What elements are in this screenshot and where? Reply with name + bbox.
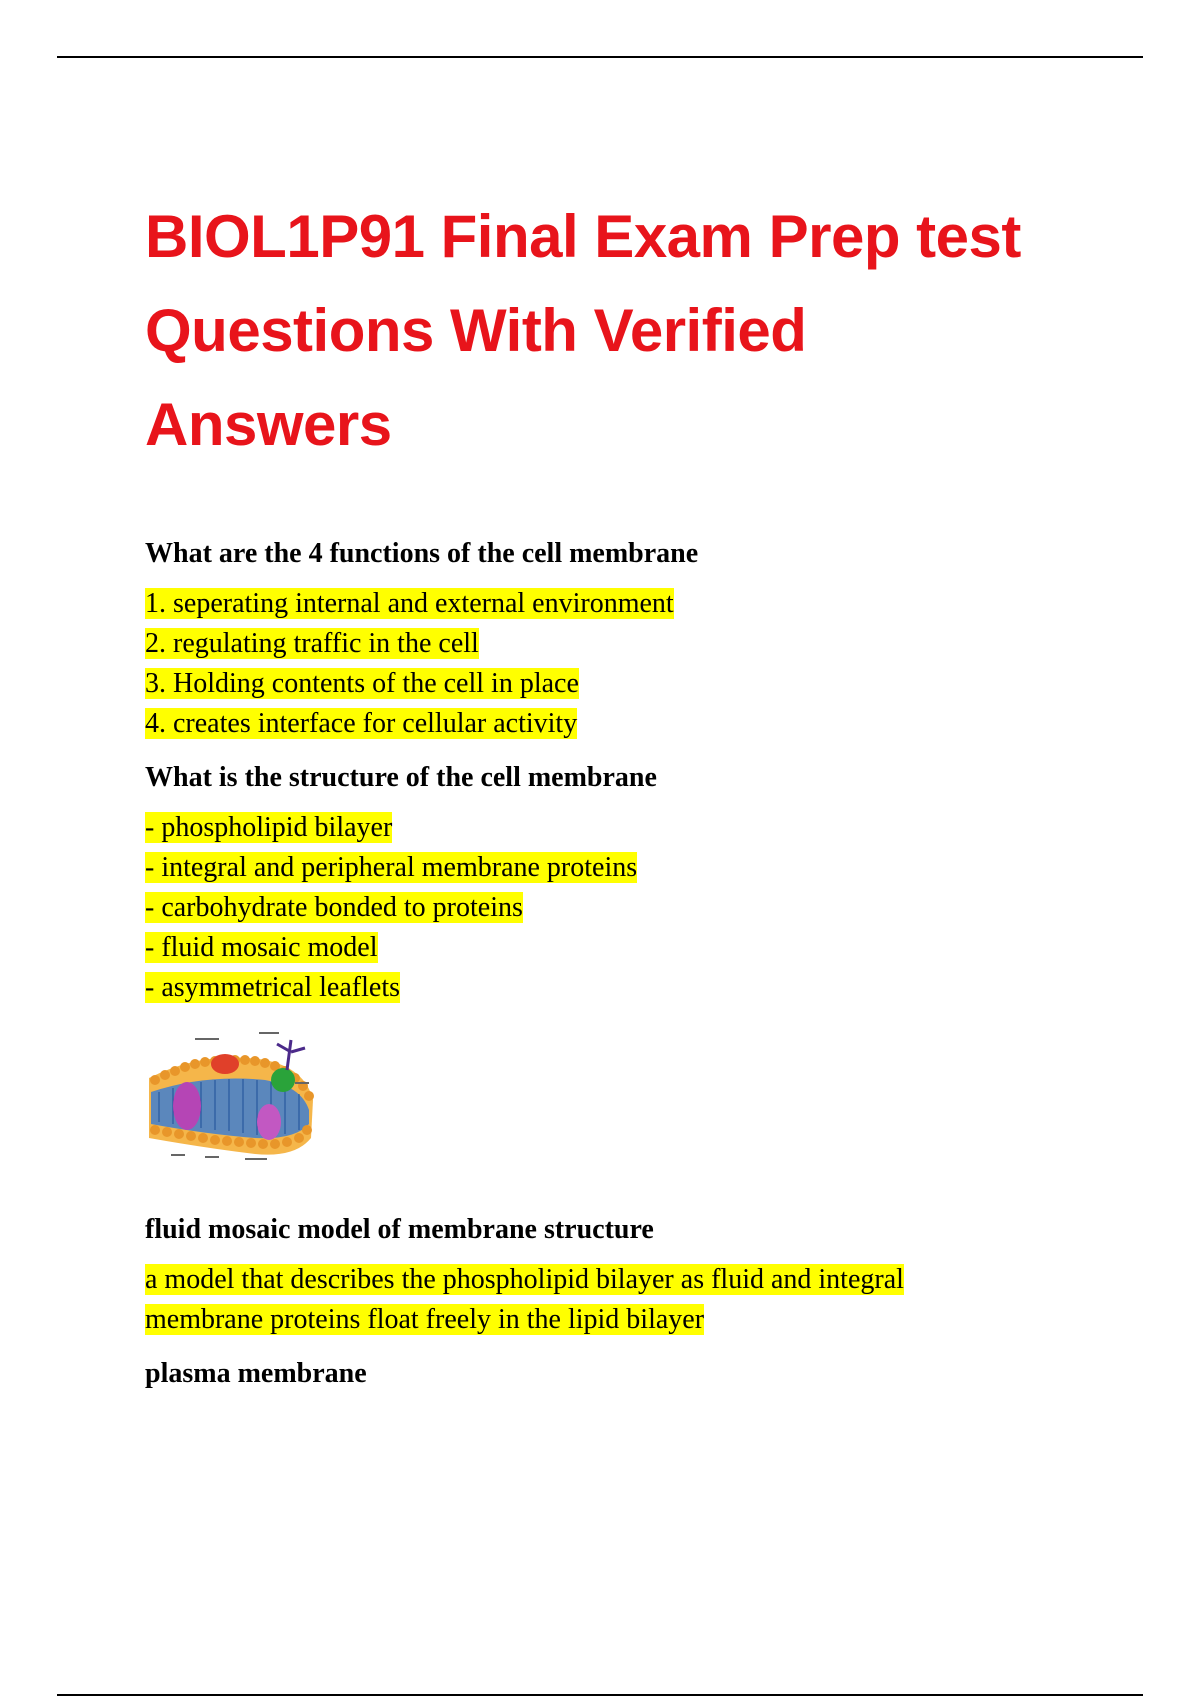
answer-block-3 [145,1260,1085,1340]
title-line-3: Answers [145,391,392,458]
answer-line: 3. Holding contents of the cell in place [145,668,579,699]
answer-line: - phospholipid bilayer [145,812,393,843]
question-4: plasma membrane [145,1358,367,1389]
answer-block-2 [145,808,1085,1008]
document-title [145,190,1085,472]
answer-line: - carbohydrate bonded to proteins [145,892,523,923]
answer-block-1 [145,584,1085,744]
answer-line: - asymmetrical leaflets [145,972,400,1003]
bottom-rule [57,1694,1143,1696]
answer-line: membrane proteins float freely in the lipid bilayer [145,1304,705,1335]
answer-line: 2. regulating traffic in the cell [145,628,479,659]
top-rule [57,56,1143,58]
answer-line: 4. creates interface for cellular activity [145,708,578,739]
question-2: What is the structure of the cell membrane [145,762,657,793]
question-3: fluid mosaic model of membrane structure [145,1214,654,1245]
answer-line: - fluid mosaic model [145,932,378,963]
question-1: What are the 4 functions of the cell membrane [145,538,699,569]
answer-line: - integral and peripheral membrane proteins [145,852,638,883]
document-body [145,190,1085,1404]
cell-membrane-diagram-icon [145,1030,317,1170]
title-line-2: Questions With Verified [145,297,807,364]
title-line-1: BIOL1P91 Final Exam Prep test [145,203,1021,270]
answer-line: 1. seperating internal and external environment [145,588,674,619]
answer-line: a model that describes the phospholipid bilayer as fluid and integral [145,1264,904,1295]
